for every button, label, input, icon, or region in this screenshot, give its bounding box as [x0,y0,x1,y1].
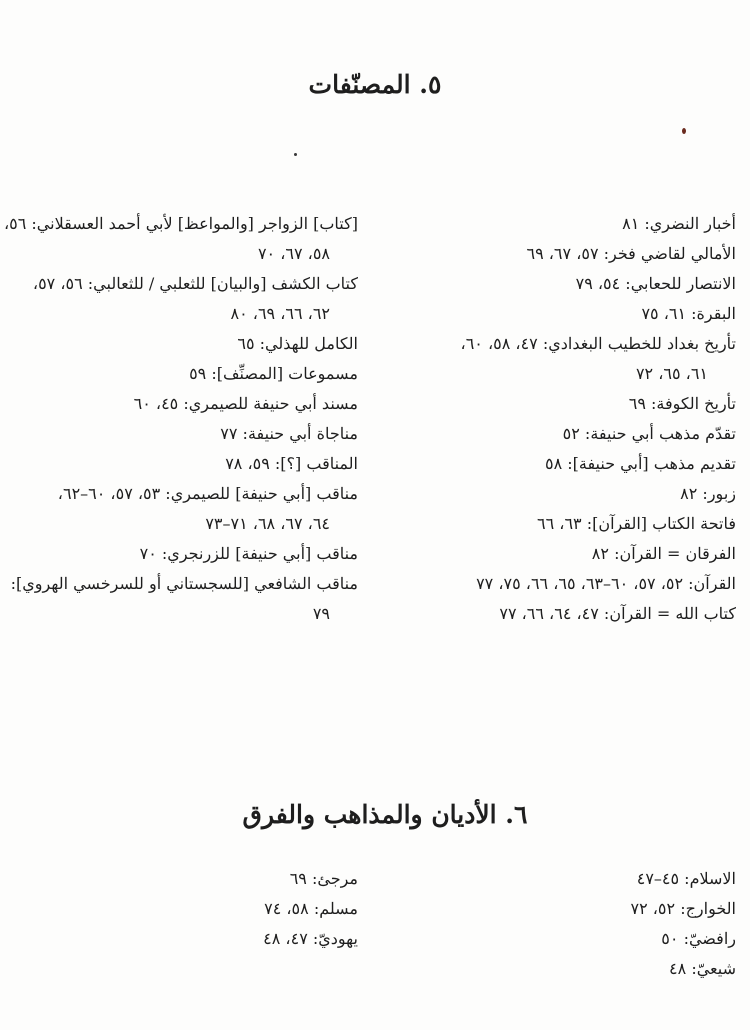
index-entry-text: مناقب [أبي حنيفة] للزرنجري: ٧٠ [139,544,358,563]
index-entry-text: الخوارج: ٥٢، ٧٢ [630,899,736,918]
index-entry-text: تقدّم مذهب أبي حنيفة: ٥٢ [562,424,736,443]
index-entry-text: مناقب الشافعي [للسجستاني أو للسرخسي الهروي]: [10,574,358,593]
index-entry-text: كتاب الكشف [والبيان] للثعلبي / للثعالبي: ٥٦، ٥٧، [32,274,358,293]
index-entry-text: يهوديّ: ٤٧، ٤٨ [263,929,358,948]
index-entry [396,509,736,539]
index-entry-text: رافضيّ: ٥٠ [661,929,736,948]
index-entry [0,449,358,479]
index-entry [0,209,358,269]
index-entry [396,569,736,599]
section-5-right-column [396,209,736,629]
index-entry [396,419,736,449]
index-entry [396,924,736,954]
index-entry-continuation: ٦٢، ٦٦، ٦٩، ٨٠ [230,304,330,323]
section-6-left-column [0,864,358,954]
index-entry-text: الكامل للهذلي: ٦٥ [237,334,358,353]
index-entry [0,569,358,629]
index-entry [396,449,736,479]
index-entry [0,924,358,954]
index-entry [0,419,358,449]
index-entry-text: [كتاب] الزواجر [والمواعظ] لأبي أحمد العسقلاني: ٥٦، [3,214,358,233]
paper-speck [682,128,686,134]
index-entry [0,479,358,539]
index-entry-text: مناجاة أبي حنيفة: ٧٧ [220,424,358,443]
index-entry-text: البقرة: ٦١، ٧٥ [641,304,736,323]
section-5-left-column [0,209,358,629]
index-entry [396,329,736,389]
index-entry [396,389,736,419]
index-entry [0,864,358,894]
index-entry-continuation: ٦٤، ٦٧، ٦٨، ٧١–٧٣ [205,514,330,533]
index-entry [396,239,736,269]
index-entry-continuation: ٧٩ [312,604,330,623]
index-entry [396,599,736,629]
index-entry-text: تقديم مذهب [أبي حنيفة]: ٥٨ [544,454,736,473]
index-entry [396,209,736,239]
index-entry [396,954,736,984]
index-entry-continuation: ٥٨، ٦٧، ٧٠ [257,244,330,263]
index-entry [0,894,358,924]
index-entry [396,539,736,569]
index-entry [0,389,358,419]
index-entry [396,479,736,509]
index-entry-text: كتاب الله = القرآن: ٤٧، ٦٤، ٦٦، ٧٧ [499,604,736,623]
index-entry-text: الأمالي لقاضي فخر: ٥٧، ٦٧، ٦٩ [526,244,736,263]
index-entry [396,864,736,894]
index-entry [0,329,358,359]
index-entry-text: مسلم: ٥٨، ٧٤ [264,899,358,918]
index-entry-text: القرآن: ٥٢، ٥٧، ٦٠–٦٣، ٦٥، ٦٦، ٧٥، ٧٧ [476,574,736,593]
index-entry-text: شيعيّ: ٤٨ [669,959,736,978]
index-entry [396,269,736,299]
index-entry-text: الفرقان = القرآن: ٨٢ [591,544,736,563]
index-entry-text: مناقب [أبي حنيفة] للصيمري: ٥٣، ٥٧، ٦٠–٦٢، [57,484,358,503]
index-entry-text: الانتصار للحعابي: ٥٤، ٧٩ [575,274,736,293]
index-entry [0,539,358,569]
index-entry [0,269,358,329]
index-entry-text: أخبار النضري: ٨١ [622,214,736,233]
index-entry-text: مسموعات [المصنِّف]: ٥٩ [189,364,358,383]
index-entry [396,299,736,329]
index-entry [396,894,736,924]
index-entry-text: المناقب [؟]: ٥٩، ٧٨ [225,454,358,473]
index-entry-text: تأريخ بغداد للخطيب البغدادي: ٤٧، ٥٨، ٦٠، [460,334,736,353]
index-entry-continuation: ٦١، ٦٥، ٧٢ [635,364,708,383]
index-entry-text: فاتحة الكتاب [القرآن]: ٦٣، ٦٦ [537,514,736,533]
section-6-right-column [396,864,736,984]
index-entry-text: تأريخ الكوفة: ٦٩ [628,394,736,413]
section-6-heading: ٦. الأديان والمذاهب والفرق [242,800,528,829]
index-entry-text: مسند أبي حنيفة للصيمري: ٤٥، ٦٠ [133,394,358,413]
section-5-heading: ٥. المصنّفات [308,70,442,99]
index-entry-text: الاسلام: ٤٥–٤٧ [636,869,736,888]
index-entry-text: مرجئ: ٦٩ [289,869,358,888]
paper-speck [294,153,297,156]
index-entry [0,359,358,389]
index-entry-text: زبور: ٨٢ [680,484,736,503]
